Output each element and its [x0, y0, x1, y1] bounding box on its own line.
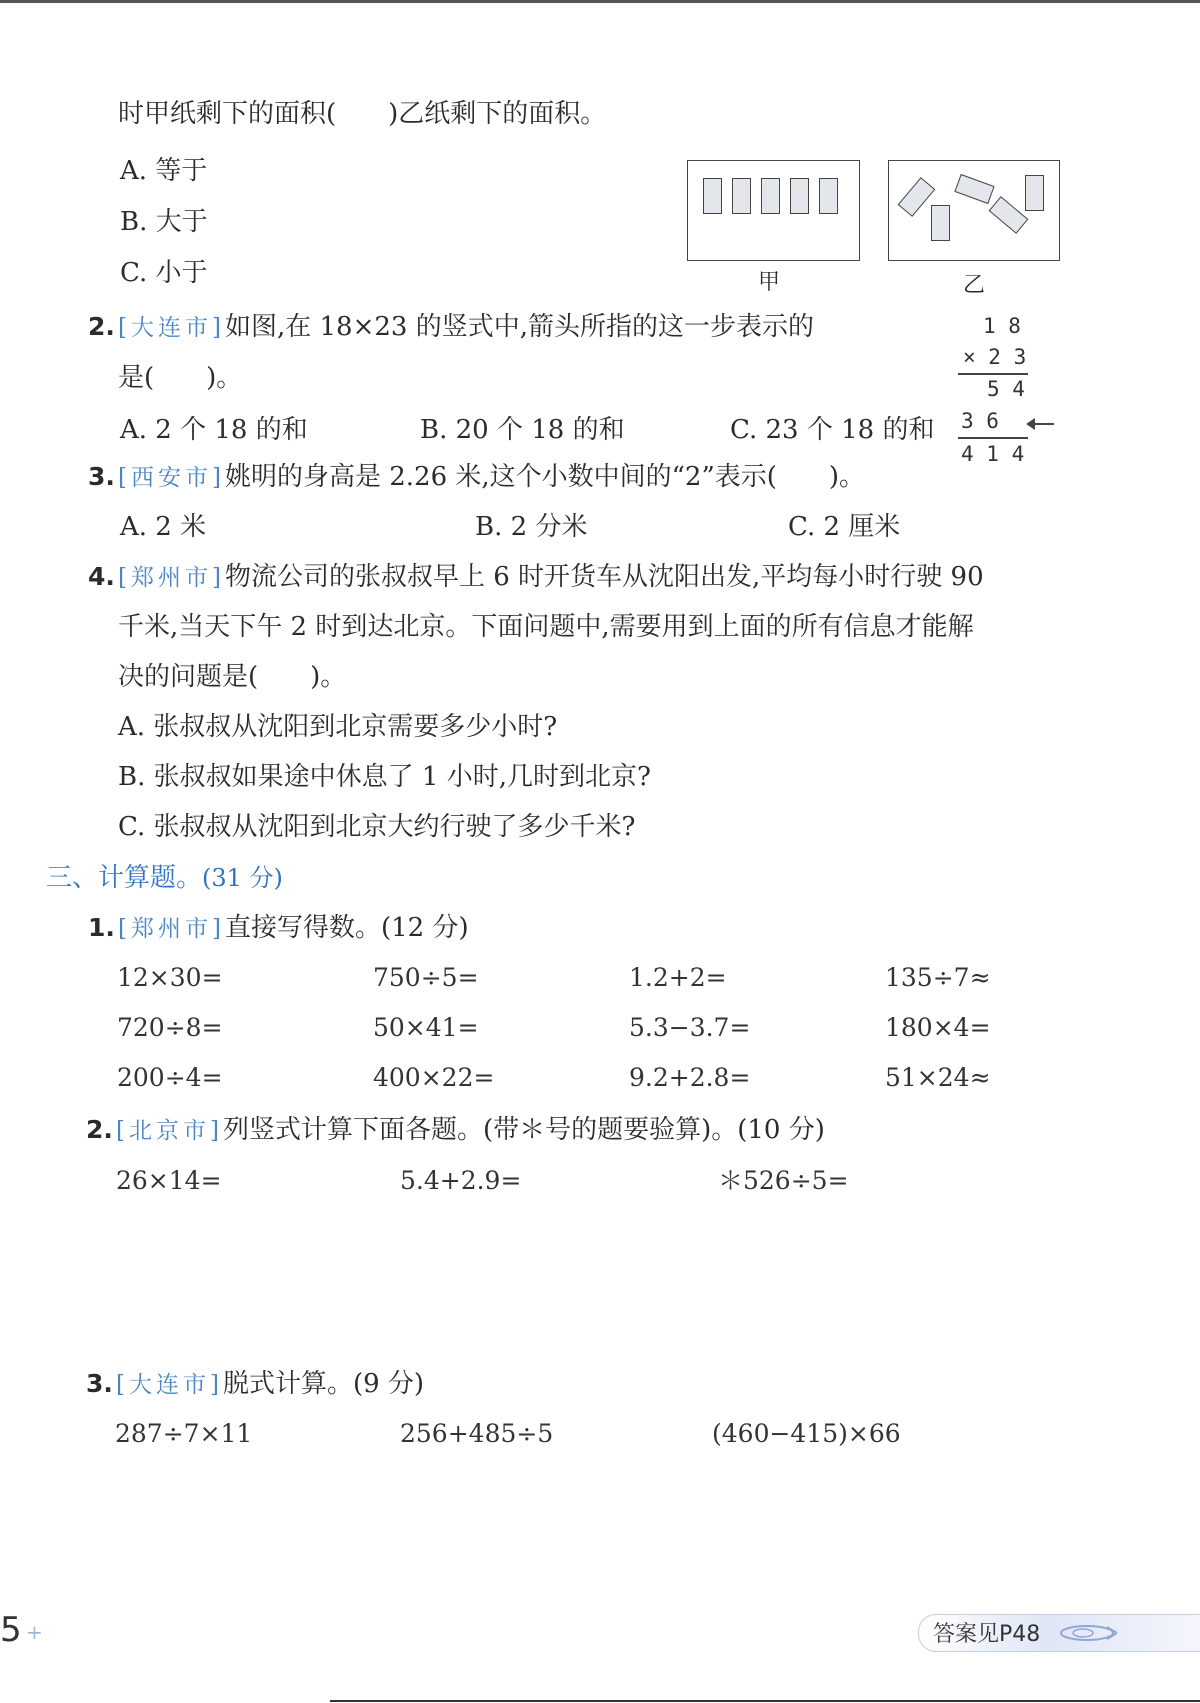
q1-option-b: B. 大于: [120, 207, 208, 237]
c1-stem: [118, 912, 469, 945]
oral-calc-item: 12×30=: [117, 963, 223, 992]
vertical-row: × 2 3: [963, 345, 1027, 369]
oral-calc-item: 200÷4=: [117, 1063, 223, 1092]
page-number: 5: [0, 1610, 22, 1650]
q1-option-c: C. 小于: [120, 258, 208, 288]
oral-calc-item: 400×22=: [373, 1063, 495, 1092]
q4-option-a: A. 张叔叔从沈阳到北京需要多少小时?: [118, 712, 558, 742]
oral-calc-item: 180×4=: [885, 1013, 991, 1042]
q3-option-c: C. 2 厘米: [788, 512, 901, 542]
vertical-rule: [958, 437, 1028, 439]
section-title: 三、计算题。: [46, 863, 203, 893]
oral-calc-item: 50×41=: [373, 1013, 479, 1042]
q4-text-line2: 千米,当天下午 2 时到达北京。下面问题中,需要用到上面的所有信息才能解: [118, 612, 974, 642]
vertical-row: 1 8: [983, 314, 1021, 338]
oral-calc-item: 750÷5=: [373, 963, 479, 992]
q4-text-line1: 物流公司的张叔叔早上 6 时开货车从沈阳出发,平均每小时行驶 90: [224, 562, 984, 592]
oral-calc-item: 9.2+2.8=: [629, 1063, 751, 1092]
rectangle-cutout: [989, 196, 1029, 234]
answer-reference-text: 答案见P48: [933, 1622, 1041, 1647]
section-points: (31 分): [202, 864, 283, 892]
figure-label-yi: 乙: [963, 273, 986, 298]
vertical-row: 3 6: [961, 409, 999, 433]
rectangle-cutout: [954, 174, 994, 204]
q2-option-c: C. 23 个 18 的和: [730, 415, 935, 445]
q4-option-c: C. 张叔叔从沈阳到北京大约行驶了多少千米?: [118, 812, 636, 842]
answer-reference-badge: [918, 1614, 1200, 1652]
vertical-calc-item: 26×14=: [116, 1166, 222, 1195]
region-tag: [大连市]: [116, 1372, 223, 1398]
rectangle-cutout: [761, 178, 780, 214]
question-number: 2.: [86, 1115, 113, 1144]
c3-text: 脱式计算。(9 分): [222, 1369, 425, 1399]
vertical-calc-item: 5.4+2.9=: [400, 1166, 522, 1195]
bottom-rule: [330, 1700, 1200, 1702]
rectangle-cutout: [898, 177, 936, 217]
q1-tail-text: 时甲纸剩下的面积( )乙纸剩下的面积。: [118, 99, 607, 129]
figure-label-jia: 甲: [758, 270, 781, 295]
oral-calc-item: 135÷7≈: [885, 963, 991, 992]
oral-calc-item: 1.2+2=: [629, 963, 727, 992]
rectangle-cutout: [732, 178, 751, 214]
step-calc-item: 256+485÷5: [400, 1419, 554, 1448]
region-tag: [北京市]: [116, 1118, 223, 1144]
oral-calc-item: 5.3−3.7=: [629, 1013, 751, 1042]
question-number: 4.: [88, 562, 115, 591]
step-calc-item: (460−415)×66: [712, 1419, 901, 1448]
question-number: 3.: [86, 1369, 113, 1398]
question-number: 1.: [88, 913, 115, 942]
paper-yi-figure: [888, 160, 1060, 261]
q3-text: 姚明的身高是 2.26 米,这个小数中间的“2”表示( )。: [224, 462, 866, 492]
top-border: [0, 0, 1200, 3]
c2-stem: [116, 1114, 825, 1147]
q2-option-a: A. 2 个 18 的和: [120, 415, 308, 445]
vertical-calc-item: ＊526÷5=: [718, 1166, 849, 1195]
rectangle-cutout: [1025, 175, 1044, 211]
step-calc-item: 287÷7×11: [115, 1419, 253, 1448]
c2-text: 列竖式计算下面各题。(带＊号的题要验算)。(10 分): [222, 1115, 825, 1145]
q2-text-line2: 是( )。: [118, 363, 243, 393]
q3-option-b: B. 2 分米: [475, 512, 588, 542]
rectangle-cutout: [819, 178, 838, 214]
question-number: 2.: [88, 312, 115, 341]
q4-option-b: B. 张叔叔如果途中休息了 1 小时,几时到北京?: [118, 762, 651, 792]
region-tag: [西安市]: [118, 465, 225, 491]
oral-calc-item: 720÷8=: [117, 1013, 223, 1042]
rectangle-cutout: [703, 178, 722, 214]
c3-stem: [116, 1368, 424, 1401]
pencil-icon: [1057, 1623, 1117, 1643]
c1-text: 直接写得数。(12 分): [224, 913, 469, 943]
rectangle-cutout: [931, 205, 950, 241]
q2-option-b: B. 20 个 18 的和: [420, 415, 625, 445]
region-tag: [郑州市]: [118, 916, 225, 942]
region-tag: [郑州市]: [118, 565, 225, 591]
q2-stem: [118, 311, 814, 344]
section-heading: [46, 862, 283, 894]
vertical-row: 4 1 4: [961, 442, 1025, 466]
q3-stem: [118, 461, 865, 494]
question-number: 3.: [88, 462, 115, 491]
vertical-row: 5 4: [987, 377, 1025, 401]
q1-option-a: A. 等于: [120, 156, 208, 186]
arrow-head-icon: [1026, 418, 1035, 430]
q2-text-line1: 如图,在 18×23 的竖式中,箭头所指的这一步表示的: [224, 312, 814, 342]
paper-jia-figure: [687, 160, 860, 261]
q4-stem-line1: [118, 561, 984, 594]
region-tag: [大连市]: [118, 315, 225, 341]
q4-text-line3: 决的问题是( )。: [118, 662, 347, 692]
plus-decoration-icon: +: [26, 1620, 43, 1644]
vertical-rule: [958, 373, 1028, 375]
oral-calc-item: 51×24≈: [885, 1063, 991, 1092]
q3-option-a: A. 2 米: [120, 512, 207, 542]
rectangle-cutout: [790, 178, 809, 214]
